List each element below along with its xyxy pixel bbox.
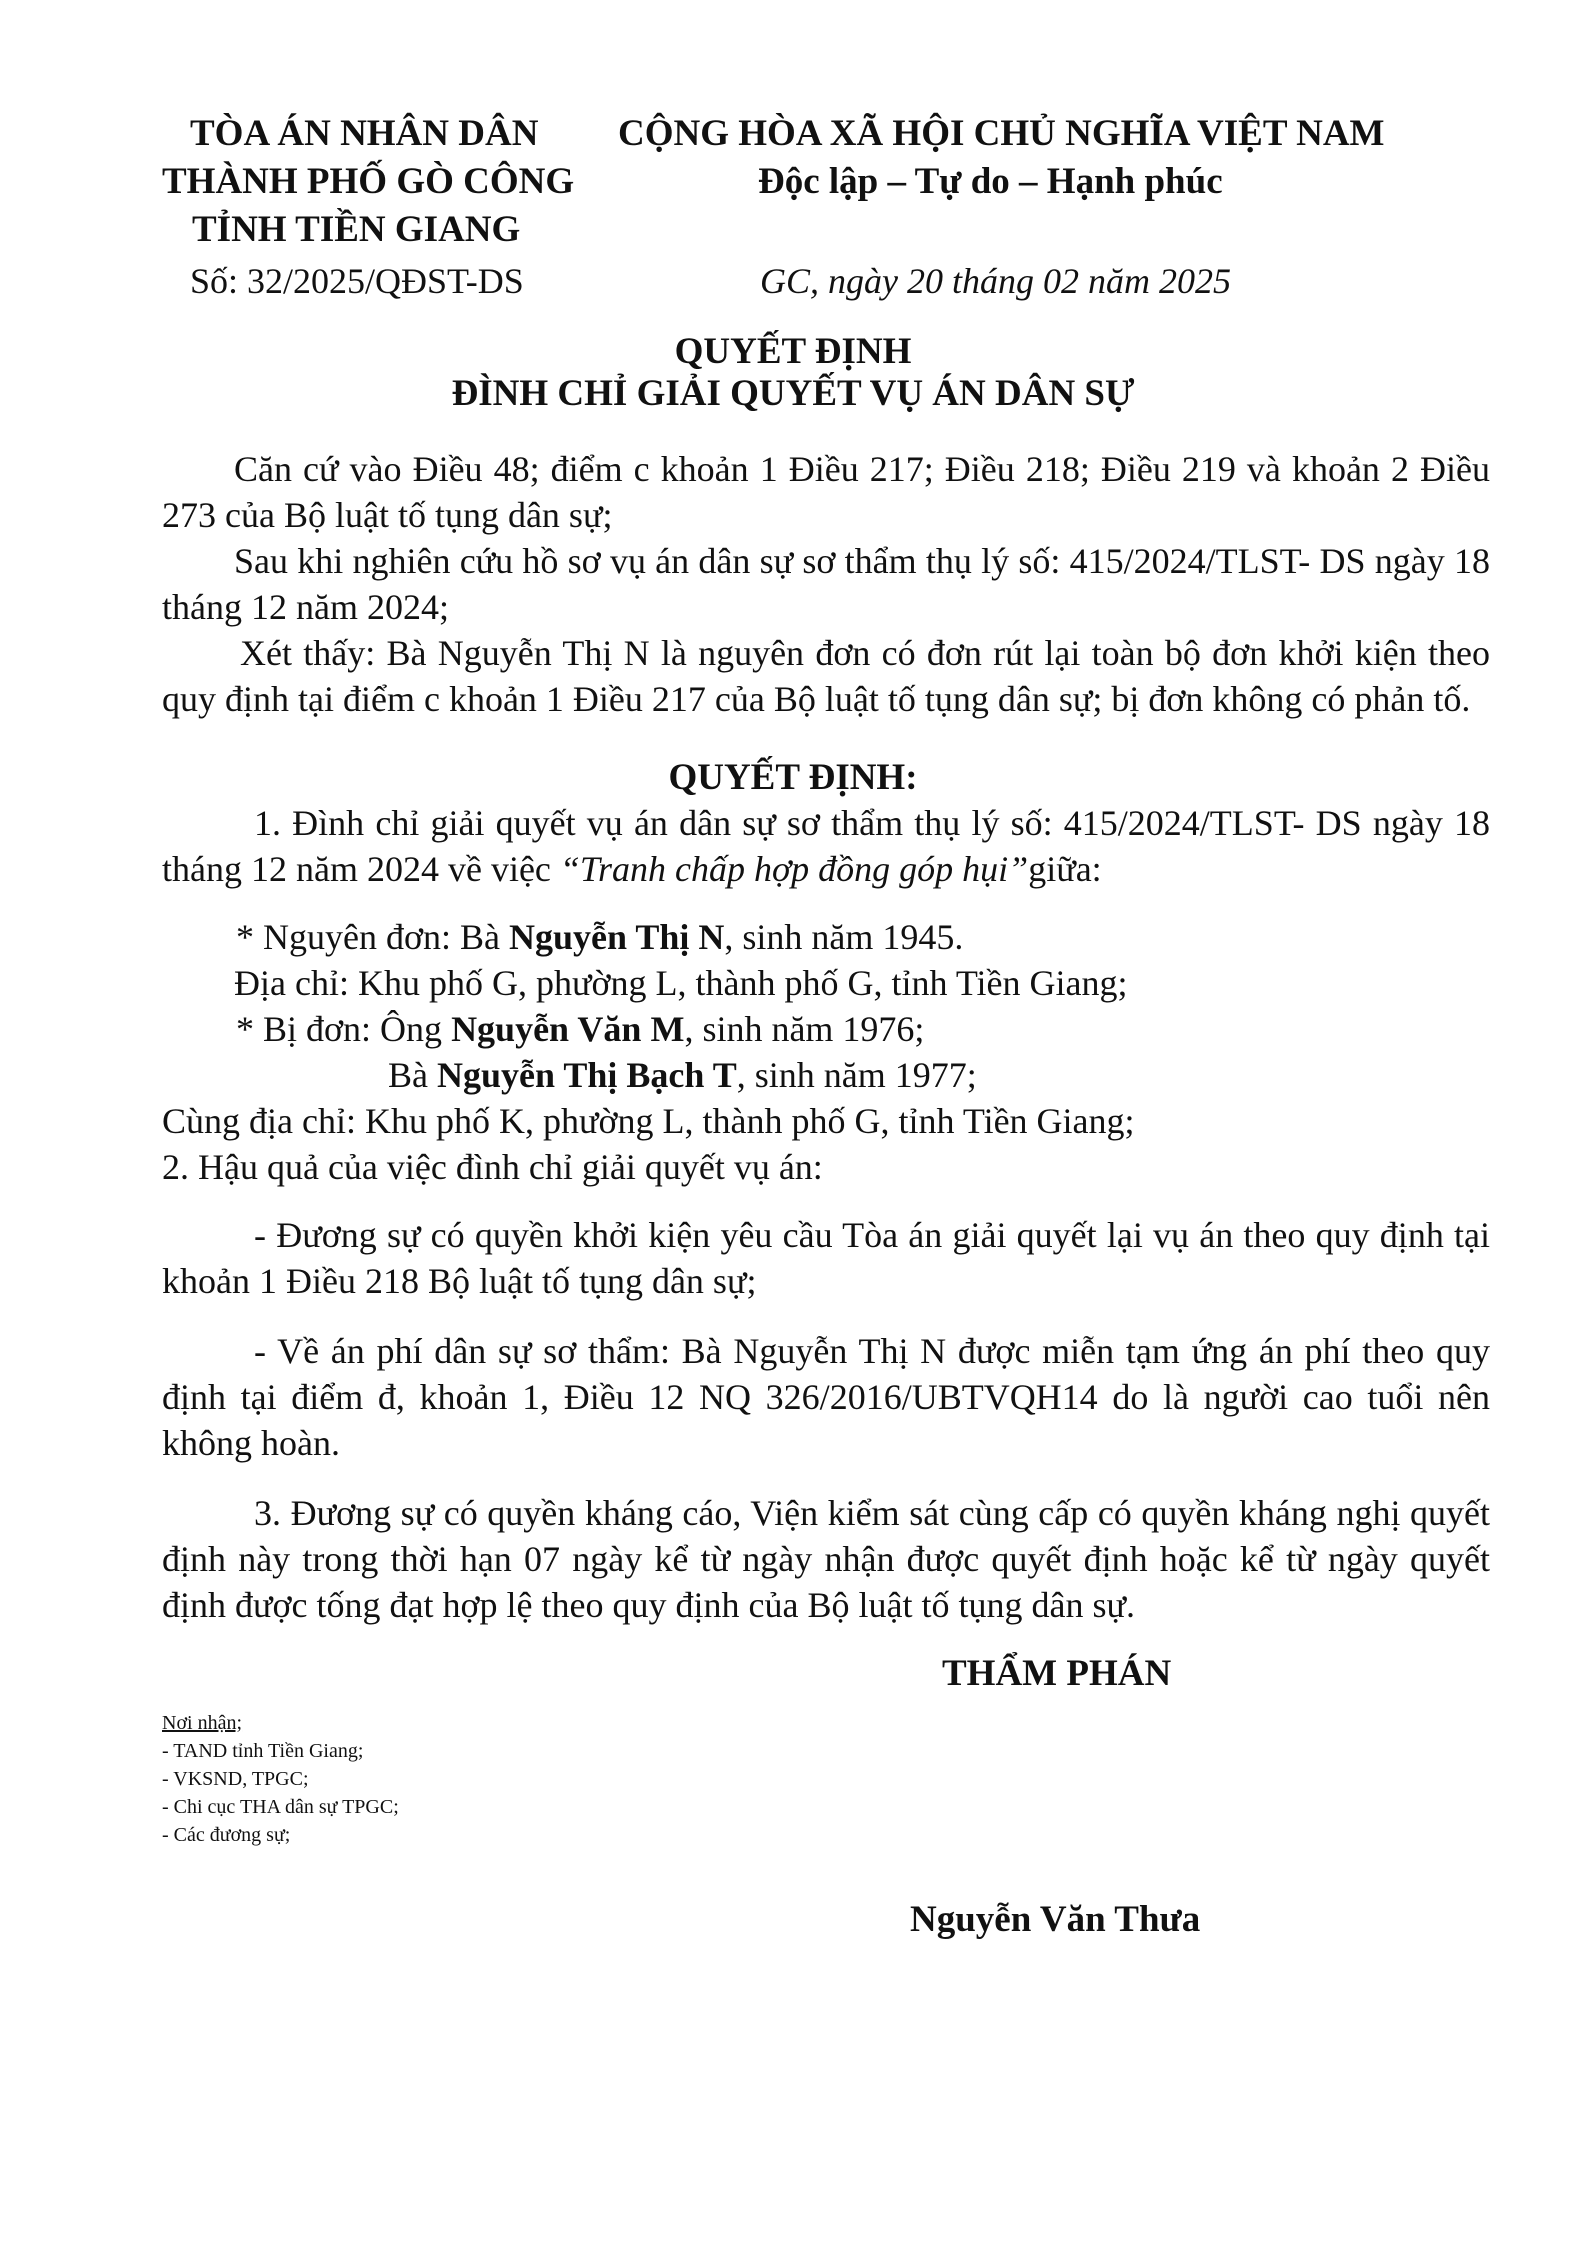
place-date: GC, ngày 20 tháng 02 năm 2025 [760, 261, 1231, 301]
decision-item-3: 3. Đương sự có quyền kháng cáo, Viện kiểm sát cùng cấp có quyền kháng nghị quyết định này trong thời hạn 07 ngày kể từ ngày nhận được quyết định hoặc kể từ ngày quyết định được tống đạt hợp lệ theo quy định của Bộ luật tố tụng dân sự. [162, 1493, 1490, 1625]
document-number: Số: 32/2025/QĐST-DS [190, 261, 524, 301]
preamble-case-study: Sau khi nghiên cứu hồ sơ vụ án dân sự sơ thẩm thụ lý số: 415/2024/TLST- DS ngày 18 tháng 12 năm 2024; [162, 541, 1490, 627]
decision-item-1 [162, 800, 1490, 892]
recipient-item: - VKSND, TPGC; [162, 1768, 309, 1790]
nation-title: CỘNG HÒA XÃ HỘI CHỦ NGHĨA VIỆT NAM [618, 113, 1385, 154]
recipient-item: - Các đương sự; [162, 1824, 291, 1846]
title-line1: QUYẾT ĐỊNH [674, 331, 912, 372]
decision-item-2b: - Về án phí dân sự sơ thẩm: Bà Nguyễn Thị N được miễn tạm ứng án phí theo quy định tại điểm đ, khoản 1, Điều 12 NQ 326/2016/UBTVQH14 do là người cao tuổi nên không hoàn. [162, 1331, 1490, 1463]
defendant2-line [388, 1054, 977, 1096]
recipient-item: - TAND tỉnh Tiền Giang; [162, 1740, 364, 1762]
defendant2-label: Bà [388, 1055, 437, 1095]
recipients-heading: Nơi nhận; [162, 1712, 243, 1734]
defendant1-name: Nguyễn Văn M [451, 1009, 685, 1049]
decision-item-2a: - Đương sự có quyền khởi kiện yêu cầu Tòa án giải quyết lại vụ án theo quy định tại khoản 1 Điều 218 Bộ luật tố tụng dân sự; [162, 1215, 1490, 1301]
court-name-line2: THÀNH PHỐ GÒ CÔNG [162, 161, 575, 202]
recipient-item: - Chi cục THA dân sự TPGC; [162, 1796, 399, 1818]
judge-name: Nguyễn Văn Thưa [910, 1899, 1201, 1940]
defendant-line [236, 1008, 924, 1050]
defendant1-birth: , sinh năm 1976; [684, 1009, 925, 1049]
defendant2-birth: , sinh năm 1977; [736, 1055, 977, 1095]
defendant-label: * Bị đơn: Ông [236, 1009, 452, 1049]
defendant2-name: Nguyễn Thị Bạch T [437, 1055, 737, 1095]
dispute-type: “Tranh chấp hợp đồng góp hụi” [559, 849, 1029, 889]
decision-item-1-tail: giữa: [1028, 849, 1102, 889]
decision-item-2: 2. Hậu quả của việc đình chỉ giải quyết vụ án: [162, 1147, 823, 1187]
plaintiff-name: Nguyễn Thị N [509, 917, 725, 957]
court-name-line3: TỈNH TIỀN GIANG [192, 209, 521, 250]
judge-title: THẨM PHÁN [942, 1653, 1172, 1694]
plaintiff-address: Địa chỉ: Khu phố G, phường L, thành phố G, tỉnh Tiền Giang; [234, 963, 1128, 1003]
defendant-address: Cùng địa chỉ: Khu phố K, phường L, thành phố G, tỉnh Tiền Giang; [162, 1101, 1135, 1141]
plaintiff-birth: , sinh năm 1945. [724, 917, 964, 957]
plaintiff-line [236, 916, 963, 958]
plaintiff-label: * Nguyên đơn: Bà [236, 917, 510, 957]
preamble-legal-basis: Căn cứ vào Điều 48; điểm c khoản 1 Điều 217; Điều 218; Điều 219 và khoản 2 Điều 273 của Bộ luật tố tụng dân sự; [162, 449, 1490, 535]
decision-heading: QUYẾT ĐỊNH: [668, 757, 918, 798]
preamble-finding: Xét thấy: Bà Nguyễn Thị N là nguyên đơn có đơn rút lại toàn bộ đơn khởi kiện theo quy định tại điểm c khoản 1 Điều 217 của Bộ luật tố tụng dân sự; bị đơn không có phản tố. [162, 633, 1490, 719]
decision-item-1-text: 1. Đình chỉ giải quyết vụ án dân sự sơ thẩm thụ lý số: 415/2024/TLST- DS ngày 18 tháng 12 năm 2024 về việc [162, 803, 1490, 889]
motto: Độc lập – Tự do – Hạnh phúc [758, 161, 1223, 202]
court-name-line1: TÒA ÁN NHÂN DÂN [190, 113, 539, 154]
title-line2: ĐÌNH CHỈ GIẢI QUYẾT VỤ ÁN DÂN SỰ [451, 373, 1135, 414]
